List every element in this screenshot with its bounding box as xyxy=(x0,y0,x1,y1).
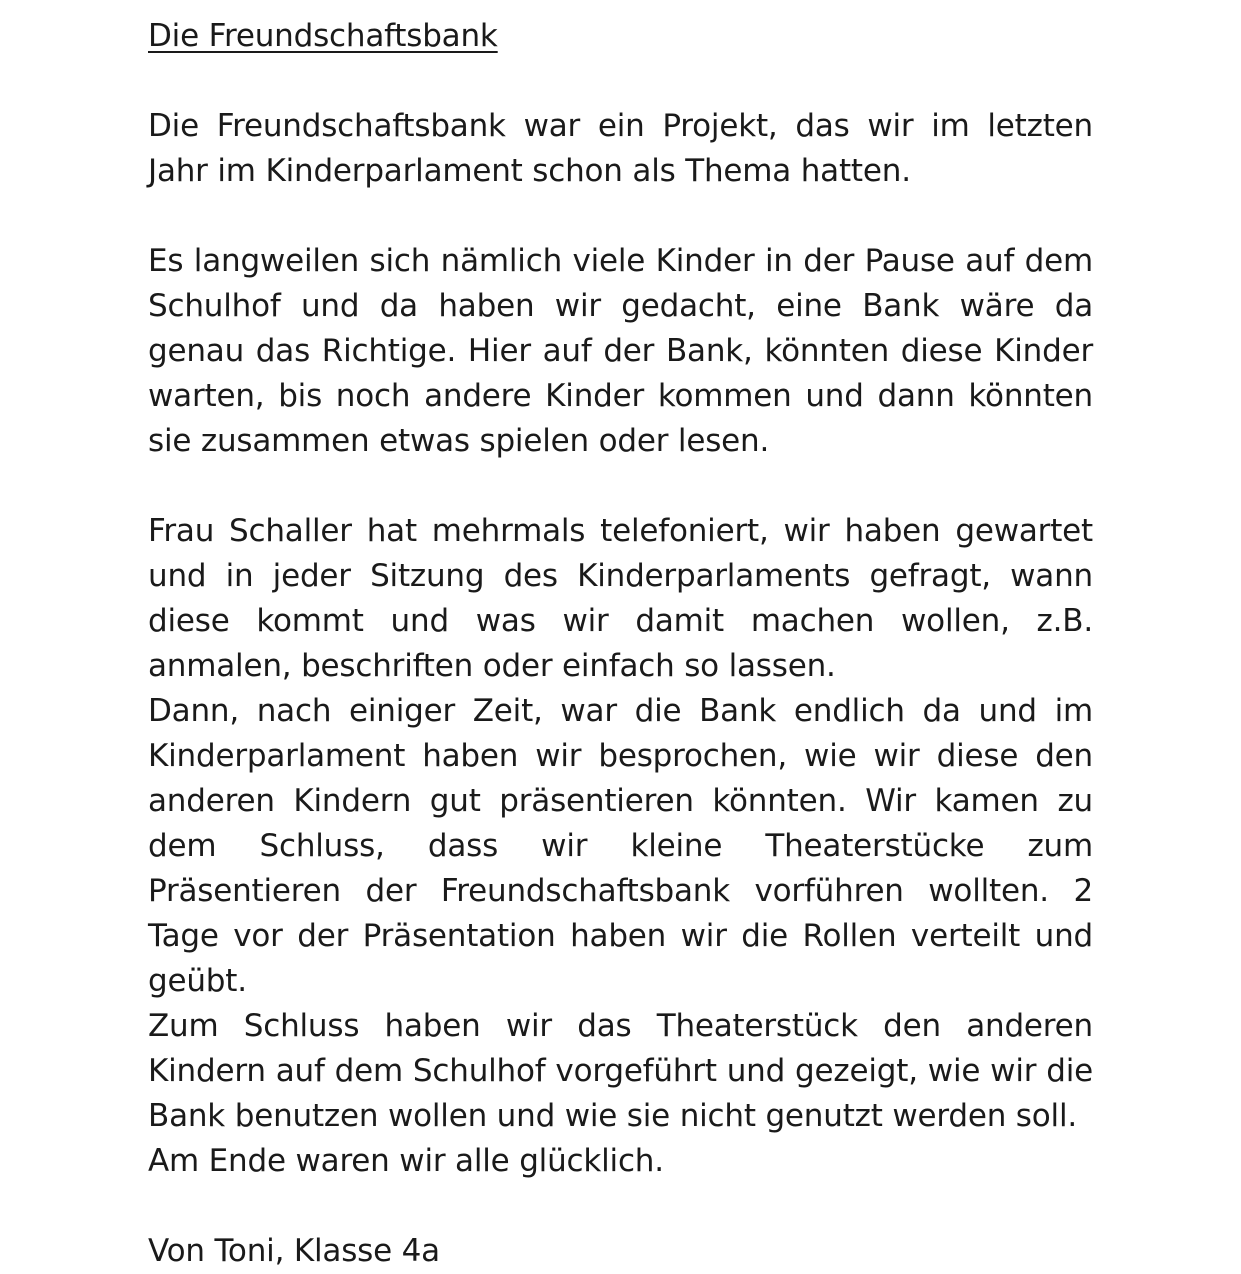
signature: Von Toni, Klasse 4a xyxy=(148,1233,440,1269)
spacer xyxy=(148,1184,1093,1229)
paragraph-intro: Die Freundschaftsbank war ein Projekt, das wir im letzten Jahr im Kinderparlament schon als Thema hatten. xyxy=(148,108,1093,189)
paragraph-ending: Am Ende waren wir alle glücklich. xyxy=(148,1143,664,1179)
document-title: Die Freundschaftsbank xyxy=(148,18,498,54)
spacer xyxy=(148,464,1093,509)
spacer xyxy=(148,194,1093,239)
paragraph-presentation: Dann, nach einiger Zeit, war die Bank endlich da und im Kinderparlament haben wir besprochen, wie wir diese den anderen Kindern gut präsentieren könnten. Wir kamen zu dem Schluss, dass wir kleine Theaterstücke zum Präsentieren der Freundschaftsbank vorführen wollten. 2 Tage vor der Präsentation haben wir die Rollen verteilt und geübt. xyxy=(148,693,1093,999)
spacer xyxy=(148,59,1093,104)
document-page xyxy=(148,14,1093,1274)
paragraph-problem: Es langweilen sich nämlich viele Kinder in der Pause auf dem Schulhof und da haben wir gedacht, eine Bank wäre da genau das Richtige. Hier auf der Bank, könnten diese Kinder warten, bis noch andere Kinder kommen und dann könnten sie zusammen etwas spielen oder lesen. xyxy=(148,243,1093,459)
paragraph-theater: Zum Schluss haben wir das Theaterstück den anderen Kindern auf dem Schulhof vorgeführt und gezeigt, wie wir die Bank benutzen wollen und wie sie nicht genutzt werden soll. xyxy=(148,1008,1093,1134)
paragraph-waiting: Frau Schaller hat mehrmals telefoniert, wir haben gewartet und in jeder Sitzung des Kinderparlaments gefragt, wann diese kommt und was wir damit machen wollen, z.B. anmalen, beschriften oder einfach so lassen. xyxy=(148,513,1093,684)
